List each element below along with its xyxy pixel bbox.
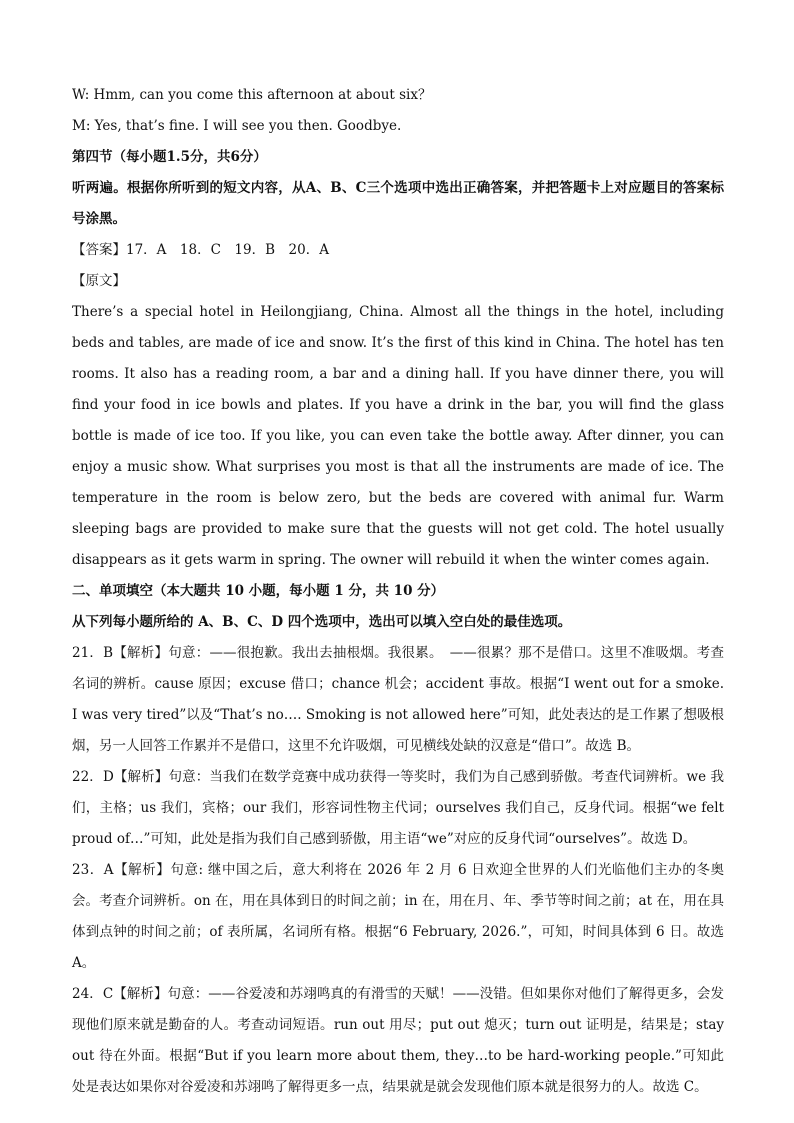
answer-line: 【答案】17．A 18．C 19．B 20．A xyxy=(72,242,329,258)
dialogue-line-w: W: Hmm, can you come this afternoon at about six？ xyxy=(72,87,432,103)
part2-heading: 二、单项填空（本大题共 10 小题，每小题 1 分，共 10 分） xyxy=(72,583,445,599)
explanation-24: 24．C【解析】句意：——谷爱凌和苏翊鸣真的有滑雪的天赋！——没错。但如果你对他们了解得更多，会发现他们原来就是勤奋的人。考查动词短语。run out 用尽；put out 熄灭；turn out 证明是，结果是；stay out 待在外面。根据“But if you learn more about them, they…to be hard-working people.”可知此处是表达如果你对谷爱凌和苏翊鸣了解得更多一点，结果就是就会发现他们原本就是很努力的人。故选 C。 xyxy=(72,986,724,1095)
part2-instruction: 从下列每小题所给的 A、B、C、D 四个选项中，选出可以填入空白处的最佳选项。 xyxy=(72,614,572,630)
section4-heading: 第四节（每小题1.5分，共6分） xyxy=(72,149,267,165)
explanation-23: 23．A【解析】句意: 继中国之后，意大利将在 2026 年 2 月 6 日欢迎全世界的人们光临他们主办的冬奥会。考查介词辨析。on 在，用在具体到日的时间之前；in 在，用在月、年、季节等时间之前；at 在，用在具体到点钟的时间之前；of 表所属，名词所有格。根据“6 February, 2026.”，可知，时间具体到 6 日。故选 A。 xyxy=(72,862,724,971)
dialogue-line-m: M: Yes, that’s fine. I will see you then. Goodbye. xyxy=(72,118,402,134)
original-text-label: 【原文】 xyxy=(72,273,126,289)
explanation-21: 21．B【解析】句意：——很抱歉。我出去抽根烟。我很累。 ——很累？那不是借口。这里不准吸烟。考查名词的辨析。cause 原因；excuse 借口；chance 机会；accident 事故。根据“I went out for a smoke. I was very tired”以及“That’s no…. Smoking is not allowed here”可知，此处表达的是工作累了想吸根烟，另一人回答工作累并不是借口，这里不允许吸烟，可见横线处缺的汉意是“借口”。故选 B。 xyxy=(72,645,724,754)
listening-passage: There’s a special hotel in Heilongjiang, China. Almost all the things in the hotel, including beds and tables, are made of ice and snow. It’s the first of this kind in China. The hotel has ten rooms. It also has a reading room, a bar and a dining hall. If you have dinner there, you will find your food in ice bowls and plates. If you have a drink in the bar, you will find the glass bottle is made of ice too. If you like, you can even take the bottle away. After dinner, you can enjoy a music show. What surprises you most is that all the instruments are made of ice. The temperature in the room is below zero, but the beds are covered with animal fur. Warm sleeping bags are provided to make sure that the guests will not get cold. The hotel usually disappears as it gets warm in spring. The owner will rebuild it when the winter comes again. xyxy=(72,304,724,568)
explanation-22: 22．D【解析】句意：当我们在数学竞赛中成功获得一等奖时，我们为自己感到骄傲。考查代词辨析。we 我们，主格；us 我们，宾格；our 我们，形容词性物主代词；ourselves 我们自己，反身代词。根据“we felt proud of…”可知，此处是指为我们自己感到骄傲，用主语“we”对应的反身代词“ourselves”。故选 D。 xyxy=(72,769,724,847)
section4-instruction: 听两遍。根据你所听到的短文内容，从A、B、C三个选项中选出正确答案，并把答题卡上对应题目的答案标号涂黑。 xyxy=(72,180,724,227)
